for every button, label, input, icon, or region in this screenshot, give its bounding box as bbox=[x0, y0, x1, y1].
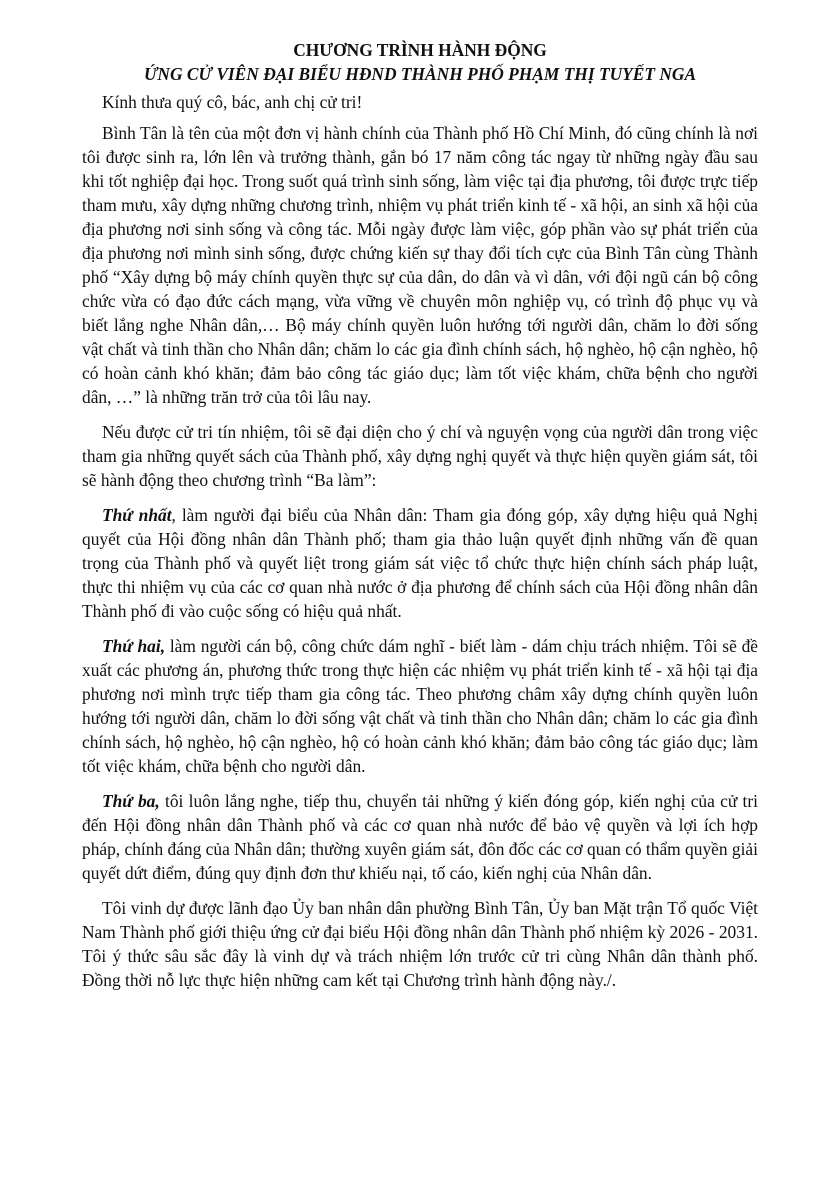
paragraph-second bbox=[82, 634, 758, 778]
document-title: CHƯƠNG TRÌNH HÀNH ĐỘNG bbox=[293, 40, 547, 60]
lead-first: Thứ nhất bbox=[102, 505, 172, 525]
greeting: Kính thưa quý cô, bác, anh chị cử tri! bbox=[102, 92, 363, 112]
lead-third: Thứ ba, bbox=[102, 791, 160, 811]
paragraph-second-text: làm người cán bộ, công chức dám nghĩ - biết làm - dám chịu trách nhiệm. Tôi sẽ đề xuất các phương án, phương thức trong thực hiện các nhiệm vụ phát triển kinh tế - xã hội tại địa phương nơi mình trực tiếp tham gia công tác. Theo phương châm xây dựng chính quyền luôn hướng tới người dân, chăm lo đời sống vật chất và tinh thần cho Nhân dân; chăm lo các gia đình chính sách, hộ nghèo, hộ cận nghèo, hộ có hoàn cảnh khó khăn; đảm bảo công tác giáo dục; làm tốt việc khám, chữa bệnh cho người dân. bbox=[82, 636, 758, 776]
paragraph-intro: Bình Tân là tên của một đơn vị hành chính của Thành phố Hồ Chí Minh, đó cũng chính là nơi tôi được sinh ra, lớn lên và trưởng thành, gắn bó 17 năm công tác ngay từ những ngày đầu sau khi tốt nghiệp đại học. Trong suốt quá trình sinh sống, làm việc tại địa phương, tôi được trực tiếp tham mưu, xây dựng những chương trình, nhiệm vụ phát triển kinh tế - xã hội, an sinh xã hội của địa phương nơi sinh sống và công tác. Mỗi ngày được làm việc, góp phần vào sự phát triển của địa phương nơi mình sinh sống, được chứng kiến sự thay đổi tích cực của Bình Tân cùng Thành phố “Xây dựng bộ máy chính quyền thực sự của dân, do dân và vì dân, với đội ngũ cán bộ công chức vừa có đạo đức cách mạng, vừa vững về chuyên môn nghiệp vụ, có trình độ phục vụ và biết lắng nghe Nhân dân,… Bộ máy chính quyền luôn hướng tới người dân, chăm lo đời sống vật chất và tinh thần cho Nhân dân; chăm lo các gia đình chính sách, hộ nghèo, hộ cận nghèo, hộ có hoàn cảnh khó khăn; đảm bảo công tác giáo dục; làm tốt việc khám, chữa bệnh cho người dân, …” là những trăn trở của tôi lâu nay. bbox=[82, 123, 758, 407]
document-subtitle: ỨNG CỬ VIÊN ĐẠI BIỂU HĐND THÀNH PHỐ PHẠM THỊ TUYẾT NGA bbox=[143, 64, 697, 84]
paragraph-first-text: , làm người đại biểu của Nhân dân: Tham gia đóng góp, xây dựng hiệu quả Nghị quyết của Hội đồng nhân dân Thành phố; tham gia thảo luận quyết định những vấn đề quan trọng của Thành phố và quyết liệt trong giám sát việc tổ chức thực hiện chính sách pháp luật, thực thi nhiệm vụ của các cơ quan nhà nước ở địa phương để chính sách của Hội đồng nhân dân Thành phố đi vào cuộc sống có hiệu quả nhất. bbox=[82, 505, 758, 621]
lead-second: Thứ hai, bbox=[102, 636, 166, 656]
paragraph-first bbox=[82, 503, 758, 623]
paragraph-closing: Tôi vinh dự được lãnh đạo Ủy ban nhân dân phường Bình Tân, Ủy ban Mặt trận Tổ quốc Việt Nam Thành phố giới thiệu ứng cử đại biểu Hội đồng nhân dân Thành phố nhiệm kỳ 2026 - 2031. Tôi ý thức sâu sắc đây là vinh dự và trách nhiệm lớn trước cử tri cùng Nhân dân thành phố. Đồng thời nỗ lực thực hiện những cam kết tại Chương trình hành động này./. bbox=[82, 898, 758, 990]
paragraph-commitment: Nếu được cử tri tín nhiệm, tôi sẽ đại diện cho ý chí và nguyện vọng của người dân trong việc tham gia những quyết sách của Thành phố, xây dựng nghị quyết và thực hiện quyền giám sát, tôi sẽ hành động theo chương trình “Ba làm”: bbox=[82, 422, 758, 490]
paragraph-third-text: tôi luôn lắng nghe, tiếp thu, chuyển tải những ý kiến đóng góp, kiến nghị của cử tri đến Hội đồng nhân dân Thành phố và các cơ quan nhà nước để bảo vệ quyền và lợi ích hợp pháp, chính đáng của Nhân dân; thường xuyên giám sát, đôn đốc các cơ quan có thẩm quyền giải quyết dứt điểm, đúng quy định đơn thư khiếu nại, tố cáo, kiến nghị của Nhân dân. bbox=[82, 791, 758, 883]
paragraph-third bbox=[82, 789, 758, 885]
